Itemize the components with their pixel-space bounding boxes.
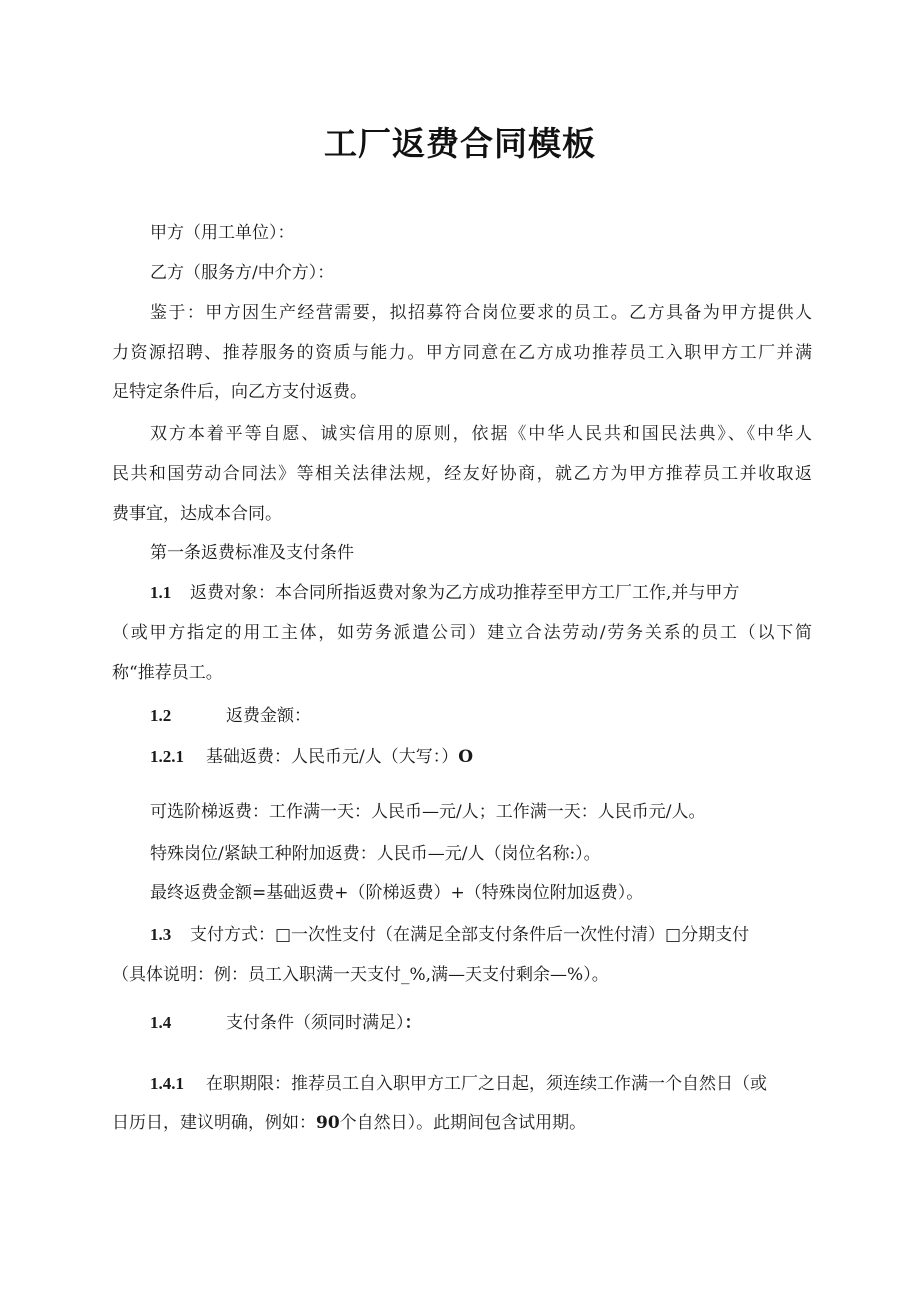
- section-text: 支付方式：□一次性支付（在满足全部支付条件后一次性付清）□分期支付: [190, 925, 750, 945]
- section-number: 1.4: [150, 1013, 172, 1032]
- section-tail: ：: [404, 1013, 422, 1033]
- section-1-1-line-2: （或甲方指定的用工主体，如劳务派遣公司）建立合法劳动/劳务关系的员工（以下简: [112, 623, 812, 643]
- section-1-3-line-2: （具体说明：例：员工入职满一天支付_%,满—天支付剩余—%）。: [112, 965, 609, 985]
- section-1-2: [150, 705, 850, 727]
- section-text: 日历日，建议明确，例如：: [112, 1113, 316, 1133]
- principles-line-3: 费事宜，达成本合同。: [112, 504, 282, 524]
- section-number: 1.1: [150, 583, 172, 602]
- section-1-4: [150, 1012, 850, 1034]
- section-text: 返费金额：: [226, 706, 311, 726]
- section-1-1-line-1: [150, 582, 812, 604]
- section-tail: O: [458, 747, 474, 767]
- section-text: 在职期限：推荐员工自入职甲方工厂之日起，须连续工作满一个自然日（或: [206, 1074, 767, 1094]
- party-a-line: 甲方（用工单位）：: [150, 223, 295, 243]
- whereas-line-2: 力资源招聘、推荐服务的资质与能力。甲方同意在乙方成功推荐员工入职甲方工厂并满: [112, 343, 812, 363]
- tier-fee-line: 可选阶梯返费：工作满一天：人民币—元/人；工作满一天：人民币元/人。: [150, 802, 706, 822]
- article-1-title: 第一条返费标准及支付条件: [150, 543, 354, 563]
- section-text: 返费对象：本合同所指返费对象为乙方成功推荐至甲方工厂工作,并与甲方: [190, 583, 740, 603]
- principles-line-1: 双方本着平等自愿、诚实信用的原则，依据《中华人民共和国民法典》、《中华人: [150, 424, 812, 444]
- document-title: 工厂返费合同模板: [324, 124, 596, 163]
- section-text: 个自然日）。此期间包含试用期。: [339, 1113, 587, 1133]
- section-1-2-1: [150, 746, 850, 768]
- section-number: 1.2: [150, 706, 172, 725]
- section-1-4-1-line-2: [112, 1112, 812, 1134]
- section-1-3-line-1: [150, 924, 812, 946]
- party-b-line: 乙方（服务方/中介方）：: [150, 263, 335, 283]
- section-1-1-line-3: 称“推荐员工。: [112, 663, 223, 683]
- section-text: 支付条件（须同时满足）: [226, 1013, 405, 1033]
- whereas-line-1: 鉴于：甲方因生产经营需要，拟招募符合岗位要求的员工。乙方具备为甲方提供人: [150, 303, 812, 323]
- principles-line-2: 民共和国劳动合同法》等相关法律法规，经友好协商，就乙方为甲方推荐员工并收取返: [112, 464, 812, 484]
- whereas-line-3: 足特定条件后，向乙方支付返费。: [112, 382, 367, 402]
- special-fee-line: 特殊岗位/紧缺工种附加返费：人民币—元/人（岗位名称:）。: [150, 844, 601, 864]
- section-number: 1.2.1: [150, 747, 184, 766]
- duration-value: 90: [316, 1113, 340, 1133]
- section-text: 基础返费：人民币元/人（大写：）: [206, 747, 459, 767]
- formula-line: 最终返费金额=基础返费+（阶梯返费）+（特殊岗位附加返费）。: [150, 883, 644, 903]
- section-number: 1.3: [150, 925, 172, 944]
- section-1-4-1-line-1: [150, 1073, 812, 1095]
- section-number: 1.4.1: [150, 1074, 184, 1093]
